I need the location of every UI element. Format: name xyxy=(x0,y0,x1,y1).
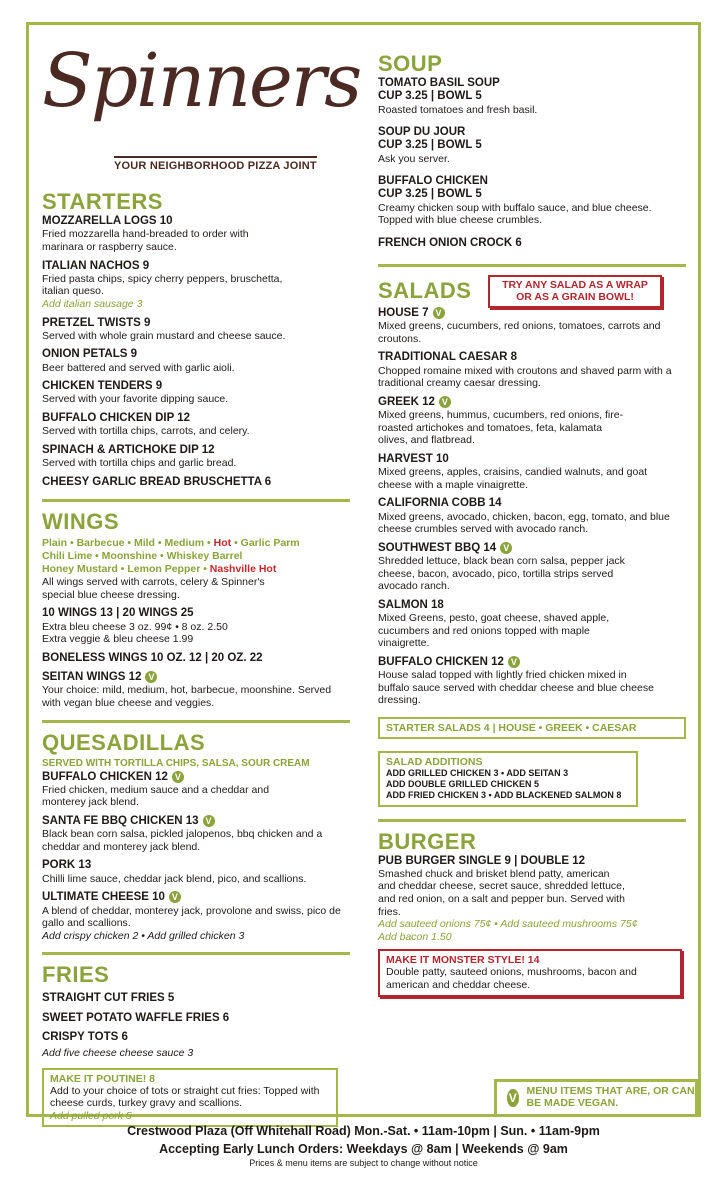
fries-item: CRISPY TOTS 6 xyxy=(42,1030,128,1043)
monster-desc: Double patty, sauteed onions, mushrooms, bacon and american and cheddar cheese. xyxy=(386,966,637,991)
wrap-promo-box xyxy=(488,275,662,308)
starter-desc: Served with whole grain mustard and cheese sauce. xyxy=(42,329,286,342)
quesadilla-name xyxy=(42,891,350,904)
fries-addon: Add five cheese cheese sauce 3 xyxy=(42,1047,194,1060)
salad-desc: House salad topped with lightly fried chicken mixed in buffalo sauce served with cheddar cheese and blue cheese dressing. xyxy=(378,668,654,707)
salad-name xyxy=(378,396,683,409)
seitan-wings xyxy=(42,671,350,684)
monster-title: MAKE IT MONSTER STYLE! 14 xyxy=(386,954,540,967)
section-divider xyxy=(42,720,350,723)
burger-title: BURGER xyxy=(378,828,477,854)
salad-desc: Mixed greens, hummus, cucumbers, red onions, fire-roasted artichokes and tomatoes, feta, kalamata olives, and flatbread. xyxy=(378,409,624,447)
right-column xyxy=(378,52,683,997)
french-onion: FRENCH ONION CROCK 6 xyxy=(378,236,522,249)
salad-additions-title: SALAD ADDITIONS xyxy=(386,755,483,768)
soup-price: CUP 3.25 | BOWL 5 xyxy=(378,90,482,103)
wings-extra: Extra veggie & bleu cheese 1.99 xyxy=(42,633,194,646)
soup-title: SOUP xyxy=(378,51,443,76)
soup-price: CUP 3.25 | BOWL 5 xyxy=(378,188,482,201)
salad-label: GREEK 12 xyxy=(378,395,435,408)
vegan-leaf-icon: V xyxy=(172,771,184,783)
logo-tagline: YOUR NEIGHBORHOOD PIZZA JOINT xyxy=(114,156,317,172)
flavors-line: Honey Mustard • Lemon Pepper • xyxy=(42,563,210,576)
vegan-legend-text: MENU ITEMS THAT ARE, OR CAN BE MADE VEGAN. xyxy=(526,1085,695,1109)
flavor-hot: Hot xyxy=(213,536,232,549)
quesadilla-name: PORK 13 xyxy=(42,859,92,872)
boneless-wings: BONELESS WINGS 10 OZ. 12 | 20 OZ. 22 xyxy=(42,651,263,664)
vegan-leaf-icon: V xyxy=(145,671,157,683)
vegan-leaf-icon: V xyxy=(508,656,520,668)
starter-name: ITALIAN NACHOS 9 xyxy=(42,259,150,272)
soup-price: CUP 3.25 | BOWL 5 xyxy=(378,139,482,152)
fries-item: STRAIGHT CUT FRIES 5 xyxy=(42,992,175,1005)
starter-salads-box xyxy=(378,717,686,739)
salad-name: CALIFORNIA COBB 14 xyxy=(378,497,502,510)
salad-desc: Chopped romaine mixed with croutons and shaved parm with a traditional creamy caesar dressing. xyxy=(378,364,672,390)
salad-name xyxy=(378,656,683,669)
salad-name xyxy=(378,307,683,320)
wings-title: WINGS xyxy=(42,508,120,534)
poutine-title: MAKE IT POUTINE! 8 xyxy=(50,1072,156,1085)
quesadilla-desc: A blend of cheddar, monterey jack, provolone and swiss, pico de gallo and scallions. xyxy=(42,904,341,930)
quesadilla-name xyxy=(42,771,350,784)
starter-salads-text: STARTER SALADS 4 | HOUSE • GREEK • CAESAR xyxy=(386,721,637,734)
salad-desc: Mixed greens, cucumbers, red onions, tomatoes, carrots and croutons. xyxy=(378,320,661,345)
section-divider xyxy=(378,264,686,267)
footer-disclaimer: Prices & menu items are subject to change without notice xyxy=(249,1158,478,1168)
quesadillas-title: QUESADILLAS xyxy=(42,729,206,755)
salad-label: BUFFALO CHICKEN 12 xyxy=(378,655,504,668)
salad-desc: Mixed greens, apples, craisins, candied walnuts, and goat cheese with a maple vinaigrette. xyxy=(378,466,648,491)
salad-addition: ADD DOUBLE GRILLED CHICKEN 5 xyxy=(386,779,540,789)
footer-hours: Crestwood Plaza (Off Whitehall Road) Mon.-Sat. • 11am-10pm | Sun. • 11am-9pm xyxy=(127,1124,600,1138)
starter-name: PRETZEL TWISTS 9 xyxy=(42,316,151,329)
seitan-wings-label: SEITAN WINGS 12 xyxy=(42,671,142,684)
soup-desc: Creamy chicken soup with buffalo sauce, and blue cheese. Topped with blue cheese crumbles. xyxy=(378,201,652,227)
footer xyxy=(26,1120,701,1168)
footer-early-lunch: Accepting Early Lunch Orders: Weekdays @ 8am | Weekends @ 9am xyxy=(159,1142,568,1156)
salad-name: TRADITIONAL CAESAR 8 xyxy=(378,351,518,364)
wings-note: All wings served with carrots, celery & Spinner's special blue cheese dressing. xyxy=(42,576,265,601)
logo-wordmark: Spinners xyxy=(42,38,361,124)
quesadilla-label: ULTIMATE CHEESE 10 xyxy=(42,891,165,904)
seitan-desc: Your choice: mild, medium, hot, barbecue, moonshine. Served with vegan blue cheese and veggies. xyxy=(42,684,332,709)
flavor-nashville-hot: Nashville Hot xyxy=(209,563,277,576)
quesadilla-label: SANTA FE BBQ CHICKEN 13 xyxy=(42,815,199,828)
salad-desc: Shredded lettuce, black bean corn salsa, pepper jack cheese, bacon, avocado, pico, tortilla strips served avocado ranch. xyxy=(378,554,625,593)
burger-name: PUB BURGER SINGLE 9 | DOUBLE 12 xyxy=(378,854,586,867)
quesadilla-label: BUFFALO CHICKEN 12 xyxy=(42,770,168,783)
quesadillas-subtitle: SERVED WITH TORTILLA CHIPS, SALSA, SOUR CREAM xyxy=(42,757,310,769)
soup-desc: Ask you server. xyxy=(378,152,450,165)
starter-desc: Served with tortilla chips, carrots, and celery. xyxy=(42,425,250,438)
salad-additions-box xyxy=(378,751,638,807)
salad-name xyxy=(378,542,683,555)
salad-desc: Mixed Greens, pesto, goat cheese, shaved apple, cucumbers and red onions topped with maple vinaigrette. xyxy=(378,611,610,650)
poutine-box xyxy=(42,1068,338,1128)
wrap-promo-text: TRY ANY SALAD AS A WRAP OR AS A GRAIN BOWL! xyxy=(502,279,648,303)
flavors-line: Chili Lime • Moonshine • Whiskey Barrel xyxy=(42,550,243,562)
logo xyxy=(42,36,361,186)
starters-title: STARTERS xyxy=(42,189,163,214)
soup-name: BUFFALO CHICKEN xyxy=(378,175,488,188)
quesadilla-desc: Fried chicken, medium sauce and a cheddar and monterey jack blend. xyxy=(42,783,270,809)
vegan-leaf-icon: V xyxy=(508,1091,517,1105)
burger-desc: Smashed chuck and brisket blend patty, american and cheddar cheese, secret sauce, shredded lettuce, and red onion, on a salt and pepper bun. Served with fries. xyxy=(378,867,625,918)
starter-name: MOZZARELLA LOGS 10 xyxy=(42,215,173,228)
poutine-desc: Add to your choice of tots or straight cut fries: Topped with cheese curds, turkey gravy and scallions. xyxy=(50,1084,320,1110)
section-divider xyxy=(42,499,350,502)
salads-header xyxy=(378,275,683,305)
wings-extra: Extra bleu cheese 3 oz. 99¢ • 8 oz. 2.50 xyxy=(42,620,228,633)
starter-name: BUFFALO CHICKEN DIP 12 xyxy=(42,411,191,424)
flavors-line: • Garlic Parm xyxy=(231,536,300,549)
burger-addon: Add sauteed onions 75¢ • Add sauteed mushrooms 75¢ xyxy=(378,918,638,931)
salad-name: SALMON 18 xyxy=(378,598,444,611)
burger-addon: Add bacon 1.50 xyxy=(378,930,452,943)
monster-style-box xyxy=(378,949,682,996)
starter-desc: Served with your favorite dipping sauce. xyxy=(42,393,229,406)
vegan-leaf-icon: V xyxy=(169,891,181,903)
vegan-leaf-icon: V xyxy=(500,542,512,554)
salad-name: HARVEST 10 xyxy=(378,452,449,465)
salads-title: SALADS xyxy=(378,278,472,303)
fries-title: FRIES xyxy=(42,962,110,988)
vegan-legend xyxy=(494,1079,698,1117)
quesadilla-desc: Black bean corn salsa, pickled jalopenos, bbq chicken and a cheddar and monterey jack blend. xyxy=(42,828,323,853)
fries-item: SWEET POTATO WAFFLE FRIES 6 xyxy=(42,1011,230,1024)
vegan-leaf-icon: V xyxy=(439,396,451,408)
salad-addition: ADD FRIED CHICKEN 3 • ADD BLACKENED SALMON 8 xyxy=(386,790,622,801)
quesadilla-name xyxy=(42,815,350,828)
vegan-leaf-icon: V xyxy=(203,815,215,827)
wing-flavors xyxy=(42,537,350,576)
salad-label: SOUTHWEST BBQ 14 xyxy=(378,541,497,554)
starter-addon: Add italian sausage 3 xyxy=(42,297,143,310)
wings-counts: 10 WINGS 13 | 20 WINGS 25 xyxy=(42,607,194,620)
starter-desc: Fried mozzarella hand-breaded to order with marinara or raspberry sauce. xyxy=(42,228,249,253)
vegan-leaf-icon: V xyxy=(433,307,445,319)
left-column xyxy=(42,36,361,1127)
quesadilla-addon: Add crispy chicken 2 • Add grilled chicken 3 xyxy=(42,929,245,942)
starter-name: CHEESY GARLIC BREAD BRUSCHETTA 6 xyxy=(42,475,272,488)
starter-desc: Fried pasta chips, spicy cherry peppers, bruschetta, italian queso. xyxy=(42,272,283,298)
quesadilla-desc: Chilli lime sauce, cheddar jack blend, pico, and scallions. xyxy=(42,872,307,885)
section-divider xyxy=(378,819,686,822)
starter-name: SPINACH & ARTICHOKE DIP 12 xyxy=(42,443,215,456)
starter-desc: Served with tortilla chips and garlic bread. xyxy=(42,456,237,469)
soup-name: SOUP DU JOUR xyxy=(378,126,466,139)
starters-list xyxy=(42,215,350,489)
salad-label: HOUSE 7 xyxy=(378,307,429,320)
starter-desc: Beer battered and served with garlic aioli. xyxy=(42,361,235,374)
starter-name: CHICKEN TENDERS 9 xyxy=(42,380,163,393)
salad-desc: Mixed greens, avocado, chicken, bacon, egg, tomato, and blue cheese crumbles served with avocado ranch. xyxy=(378,510,670,536)
salad-addition: ADD GRILLED CHICKEN 3 • ADD SEITAN 3 xyxy=(386,767,569,778)
soup-desc: Roasted tomatoes and fresh basil. xyxy=(378,103,538,116)
soup-name: TOMATO BASIL SOUP xyxy=(378,77,500,90)
section-divider xyxy=(42,952,350,955)
starter-name: ONION PETALS 9 xyxy=(42,348,137,361)
flavors-line: Plain • Barbecue • Mild • Medium • xyxy=(42,536,214,549)
poutine-addon: Add pulled pork 5 xyxy=(50,1109,132,1122)
